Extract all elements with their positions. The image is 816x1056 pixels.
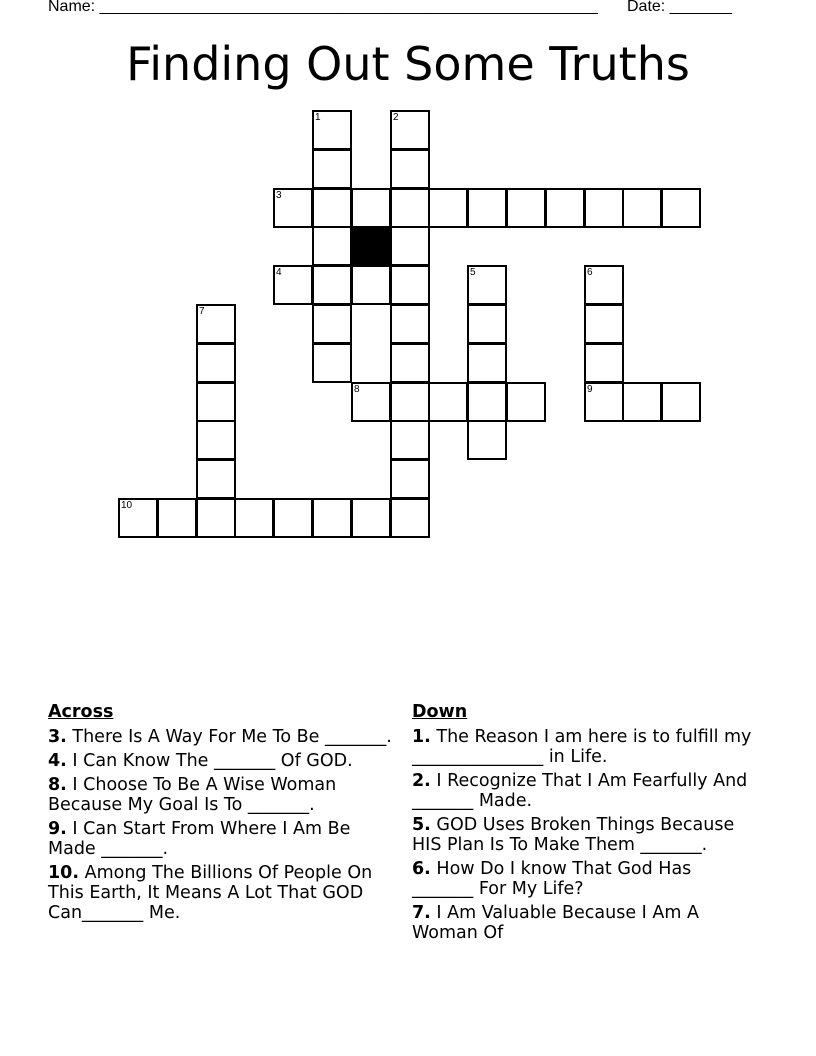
clue-text: There Is A Way For Me To Be _______. [72, 727, 392, 747]
grid-cell[interactable] [234, 498, 274, 538]
down-clue [412, 815, 757, 855]
cell-number: 1 [315, 112, 321, 123]
clue-number: 4. [48, 751, 67, 771]
grid-cell[interactable] [467, 304, 507, 344]
down-clue [412, 727, 757, 767]
cell-number: 9 [587, 384, 593, 395]
clue-text: I Recognize That I Am Fearfully And _______ Made. [412, 771, 748, 811]
cell-number: 6 [587, 267, 593, 278]
across-clue [48, 863, 398, 923]
grid-cell[interactable] [506, 382, 546, 422]
across-clue [48, 751, 398, 771]
clue-text: I Can Start From Where I Am Be Made _______. [48, 819, 351, 859]
clue-text: I Am Valuable Because I Am A Woman Of [412, 903, 699, 943]
grid-cell[interactable] [390, 265, 430, 305]
down-clue [412, 903, 757, 943]
across-clue [48, 775, 398, 815]
grid-cell[interactable] [390, 420, 430, 460]
clue-number: 6. [412, 859, 431, 879]
grid-cell[interactable] [661, 188, 701, 228]
across-clue [48, 727, 398, 747]
down-heading: Down [412, 702, 468, 722]
cell-number: 3 [276, 190, 282, 201]
grid-cell[interactable] [390, 304, 430, 344]
clue-text: The Reason I am here is to fulfill my _______________ in Life. [412, 727, 752, 767]
grid-cell[interactable] [467, 343, 507, 383]
grid-cell[interactable] [273, 265, 313, 305]
grid-cell[interactable] [428, 382, 468, 422]
grid-cell[interactable] [428, 188, 468, 228]
grid-cell[interactable] [312, 304, 352, 344]
clue-number: 5. [412, 815, 431, 835]
across-clues [48, 702, 398, 927]
grid-cell[interactable] [196, 459, 236, 499]
grid-cell[interactable] [584, 382, 624, 422]
grid-cell[interactable] [273, 188, 313, 228]
down-clue [412, 771, 757, 811]
cell-number: 8 [354, 384, 360, 395]
name-field-label: Name: ________________________________________________________ [48, 0, 598, 15]
grid-cell[interactable] [584, 265, 624, 305]
clue-number: 2. [412, 771, 431, 791]
grid-cell[interactable] [312, 265, 352, 305]
clue-number: 1. [412, 727, 431, 747]
grid-cell[interactable] [196, 343, 236, 383]
grid-cell[interactable] [196, 304, 236, 344]
date-field-label: Date: _______ [627, 0, 732, 15]
grid-cell[interactable] [157, 498, 197, 538]
grid-cell[interactable] [390, 343, 430, 383]
cell-number: 5 [470, 267, 476, 278]
grid-cell[interactable] [312, 188, 352, 228]
grid-cell[interactable] [467, 382, 507, 422]
grid-cell[interactable] [351, 498, 391, 538]
clue-text: I Can Know The _______ Of GOD. [72, 751, 353, 771]
clue-text: How Do I know That God Has _______ For My Life? [412, 859, 692, 899]
cell-number: 7 [199, 306, 205, 317]
cell-number: 10 [121, 500, 133, 511]
grid-cell[interactable] [467, 265, 507, 305]
grid-cell[interactable] [351, 188, 391, 228]
grid-cell[interactable] [390, 188, 430, 228]
cell-number: 4 [276, 267, 282, 278]
grid-cell[interactable] [584, 304, 624, 344]
grid-cell[interactable] [584, 188, 624, 228]
grid-cell[interactable] [312, 343, 352, 383]
grid-cell[interactable] [196, 498, 236, 538]
grid-cell[interactable] [312, 226, 352, 266]
grid-cell[interactable] [312, 498, 352, 538]
grid-cell[interactable] [196, 382, 236, 422]
blocked-cell [351, 226, 391, 266]
down-clue [412, 859, 757, 899]
grid-cell[interactable] [467, 420, 507, 460]
page-title: Finding Out Some Truths [126, 37, 690, 91]
down-clues [412, 702, 757, 947]
grid-cell[interactable] [545, 188, 585, 228]
grid-cell[interactable] [312, 110, 352, 150]
grid-cell[interactable] [390, 149, 430, 189]
clue-number: 10. [48, 863, 80, 883]
clue-text: GOD Uses Broken Things Because HIS Plan Is To Make Them _______. [412, 815, 735, 855]
clue-text: I Choose To Be A Wise Woman Because My Goal Is To _______. [48, 775, 337, 815]
grid-cell[interactable] [584, 343, 624, 383]
clue-number: 7. [412, 903, 431, 923]
grid-cell[interactable] [390, 498, 430, 538]
clue-number: 9. [48, 819, 67, 839]
grid-cell[interactable] [467, 188, 507, 228]
across-clue [48, 819, 398, 859]
across-heading: Across [48, 702, 114, 722]
grid-cell[interactable] [661, 382, 701, 422]
clue-text: Among The Billions Of People On This Earth, It Means A Lot That GOD Can_______ Me. [48, 863, 373, 923]
grid-cell[interactable] [390, 382, 430, 422]
grid-cell[interactable] [390, 226, 430, 266]
grid-cell[interactable] [506, 188, 546, 228]
grid-cell[interactable] [312, 149, 352, 189]
grid-cell[interactable] [196, 420, 236, 460]
grid-cell[interactable] [351, 265, 391, 305]
grid-cell[interactable] [351, 382, 391, 422]
grid-cell[interactable] [622, 188, 662, 228]
grid-cell[interactable] [390, 459, 430, 499]
grid-cell[interactable] [390, 110, 430, 150]
grid-cell[interactable] [622, 382, 662, 422]
clue-number: 8. [48, 775, 67, 795]
grid-cell[interactable] [118, 498, 158, 538]
cell-number: 2 [393, 112, 399, 123]
clue-number: 3. [48, 727, 67, 747]
grid-cell[interactable] [273, 498, 313, 538]
